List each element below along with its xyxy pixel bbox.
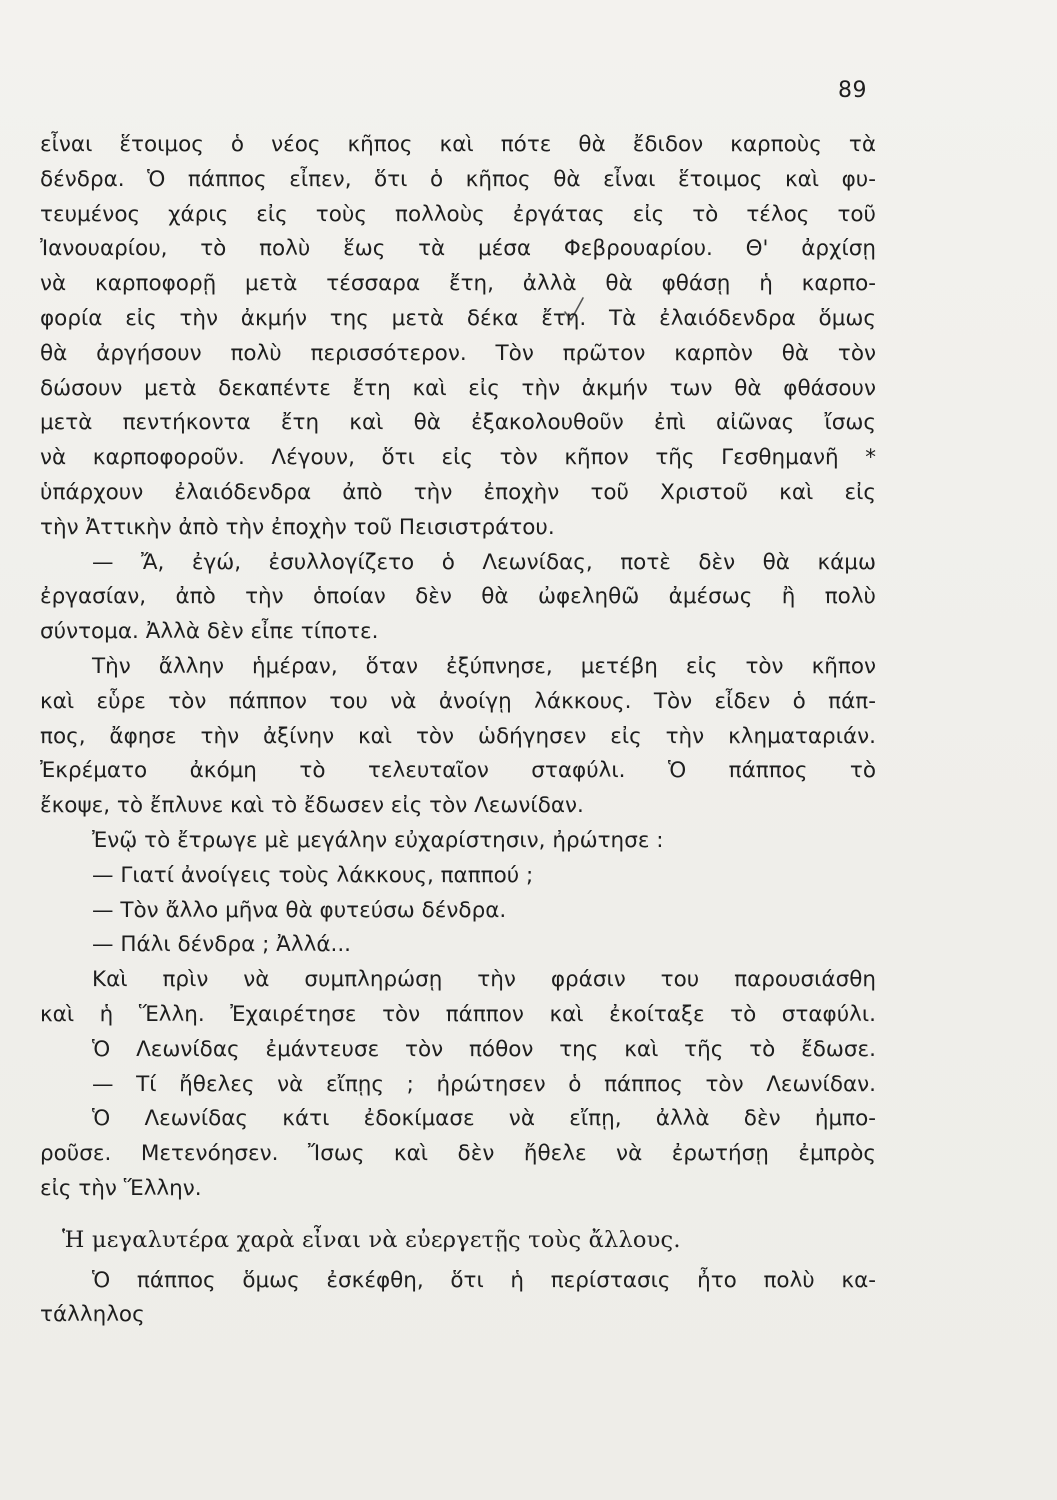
text-line: θὰ ἀργήσουν πολὺ περισσότερον. Τὸν πρῶτον καρπὸν θὰ τὸν <box>40 340 876 366</box>
text-line: Ἐκρέματο ἀκόμη τὸ τελευταῖον σταφύλι. Ὁ πάππος τὸ <box>40 758 876 784</box>
dialogue-line: — Γιατί ἀνοίγεις τοὺς λάκκους, παππού ; <box>92 862 534 888</box>
text-line: εἰς τὴν Ἕλλην. <box>40 1175 202 1201</box>
paragraph-start-line: Ὁ Λεωνίδας κάτι ἐδοκίμασε νὰ εἴπῃ, ἀλλὰ δὲν ἠμπο- <box>92 1106 876 1132</box>
text-line: δένδρα. Ὁ πάππος εἶπεν, ὅτι ὁ κῆπος θὰ εἶναι ἕτοιμος καὶ φυ- <box>40 166 876 192</box>
text-line: καὶ εὗρε τὸν πάππον του νὰ ἀνοίγῃ λάκκους. Τὸν εἶδεν ὁ πάπ- <box>40 688 876 714</box>
text-line: εἶναι ἕτοιμος ὁ νέος κῆπος καὶ πότε θὰ ἔδιδον καρποὺς τὰ <box>40 132 876 157</box>
text-line: ἐργασίαν, ἀπὸ τὴν ὁποίαν δὲν θὰ ὠφεληθῶ ἀμέσως ἢ πολὺ <box>40 584 876 610</box>
paragraph-start-line: Ἐνῷ τὸ ἔτρωγε μὲ μεγάλην εὐχαρίστησιν, ἠρώτησε : <box>92 827 664 853</box>
dialogue-line: — Τί ἤθελες νὰ εἴπῃς ; ἠρώτησεν ὁ πάππος τὸν Λεωνίδαν. <box>92 1071 876 1097</box>
text-line: ἔκοψε, τὸ ἔπλυνε καὶ τὸ ἔδωσεν εἰς τὸν Λεωνίδαν. <box>40 793 584 819</box>
paragraph-start-line: Ὁ Λεωνίδας ἐμάντευσε τὸν πόθον της καὶ τῆς τὸ ἔδωσε. <box>92 1036 876 1062</box>
text-line: νὰ καρποφοροῦν. Λέγουν, ὅτι εἰς τὸν κῆπον τῆς Γεσθημανῆ * <box>40 445 876 471</box>
text-line: φορία εἰς τὴν ἀκμήν της μετὰ δέκα ἔτη. Τὰ ἐλαιόδενδρα ὅμως <box>40 305 876 331</box>
motto-heading: Ἡ μεγαλυτέρα χαρὰ εἶναι νὰ εὐεργετῇς τοὺς ἄλλους. <box>62 1226 681 1253</box>
text-line: τευμένος χάρις εἰς τοὺς πολλοὺς ἐργάτας εἰς τὸ τέλος τοῦ <box>40 201 876 227</box>
text-line: ὑπάρχουν ἐλαιόδενδρα ἀπὸ τὴν ἐποχὴν τοῦ Χριστοῦ καὶ εἰς <box>40 479 876 505</box>
section-gap <box>40 1207 876 1223</box>
text-line: δώσουν μετὰ δεκαπέντε ἔτη καὶ εἰς τὴν ἀκμήν των θὰ φθάσουν <box>40 375 876 401</box>
text-line: ροῦσε. Μετενόησεν. Ἴσως καὶ δὲν ἤθελε νὰ ἐρωτήσῃ ἐμπρὸς <box>40 1141 876 1167</box>
dialogue-line: — Πάλι δένδρα ; Ἀλλά... <box>92 932 352 958</box>
page-number: 89 <box>838 78 867 103</box>
paragraph-start-line: Τὴν ἄλλην ἡμέραν, ὅταν ἐξύπνησε, μετέβη εἰς τὸν κῆπον <box>92 653 876 679</box>
paragraph-start-line: Ὁ πάππος ὅμως ἐσκέφθη, ὅτι ἡ περίστασις ἦτο πολὺ κα- <box>92 1267 876 1293</box>
text-line: σύντομα. Ἀλλὰ δὲν εἶπε τίποτε. <box>40 619 379 645</box>
text-line: πος, ἄφησε τὴν ἀξίνην καὶ τὸν ὡδήγησεν εἰς τὴν κληματαριάν. <box>40 723 876 749</box>
dialogue-line: — Ἄ, ἐγώ, ἐσυλλογίζετο ὁ Λεωνίδας, ποτὲ δὲν θὰ κάμω <box>92 549 876 575</box>
text-line: τάλληλος <box>40 1302 145 1328</box>
body-text <box>40 128 876 1333</box>
dialogue-line: — Τὸν ἄλλο μῆνα θὰ φυτεύσω δένδρα. <box>92 897 507 923</box>
text-line: καὶ ἡ Ἕλλη. Ἐχαιρέτησε τὸν πάππον καὶ ἐκοίταξε τὸ σταφύλι. <box>40 1001 876 1027</box>
text-line: Ἰανουαρίου, τὸ πολὺ ἕως τὰ μέσα Φεβρουαρίου. Θ' ἀρχίσῃ <box>40 236 876 262</box>
text-line: τὴν Ἀττικὴν ἀπὸ τὴν ἐποχὴν τοῦ Πεισιστράτου. <box>40 514 555 540</box>
text-line: νὰ καρποφορῇ μετὰ τέσσαρα ἔτη, ἀλλὰ θὰ φθάσῃ ἡ καρπο- <box>40 271 876 297</box>
paragraph-start-line: Καὶ πρὶν νὰ συμπληρώσῃ τὴν φράσιν του παρουσιάσθη <box>92 967 876 993</box>
text-line: μετὰ πεντήκοντα ἔτη καὶ θὰ ἐξακολουθοῦν ἐπὶ αἰῶνας ἴσως <box>40 410 876 436</box>
